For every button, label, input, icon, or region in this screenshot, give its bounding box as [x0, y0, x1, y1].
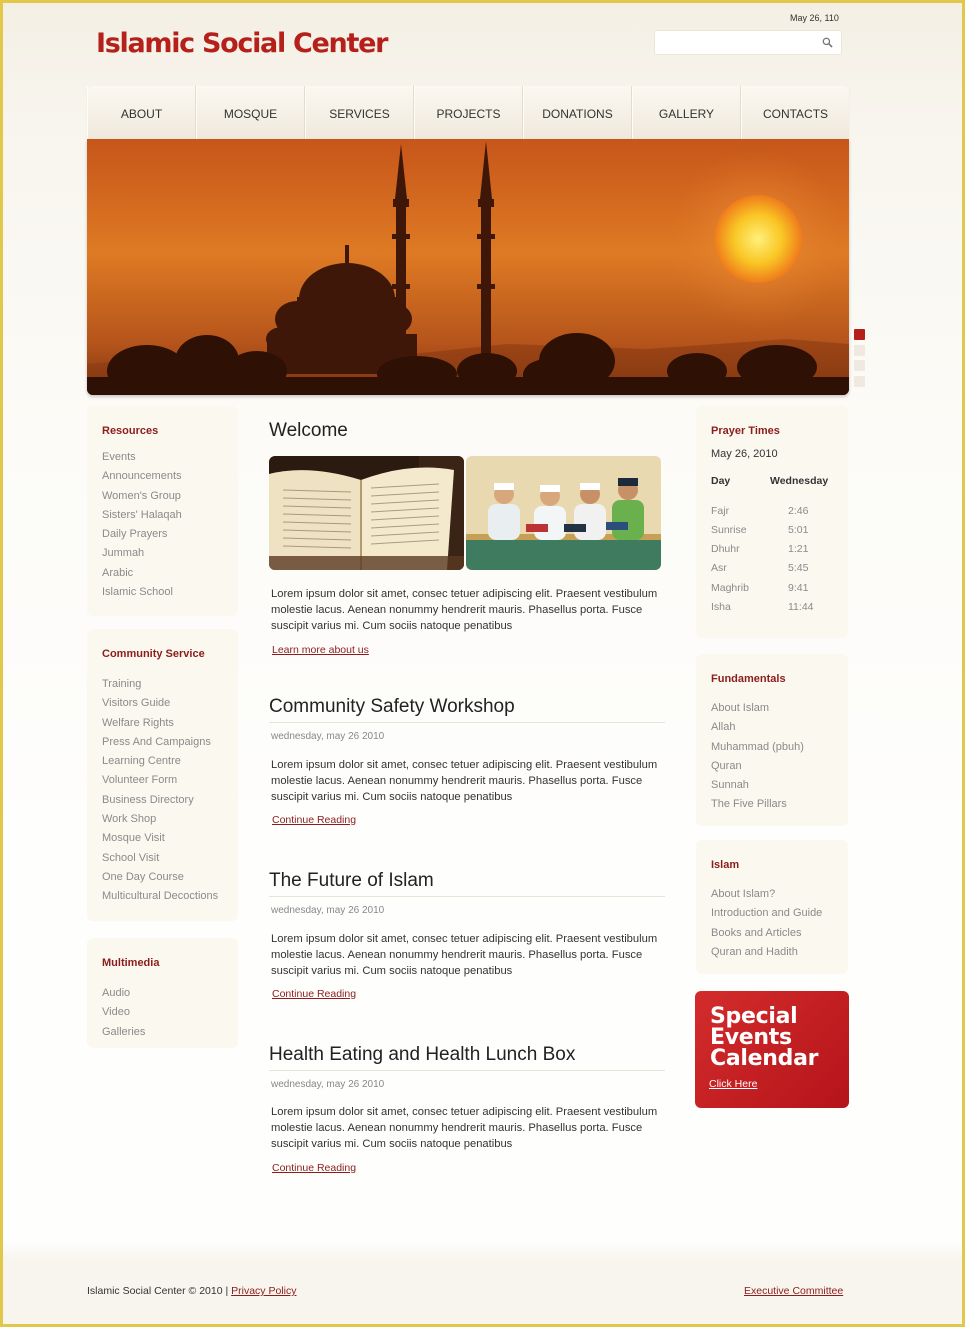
community-title: Community Service — [102, 648, 205, 660]
prayer-name: Asr — [711, 562, 727, 574]
prayer-name: Sunrise — [711, 524, 747, 536]
post-date: wednesday, may 26 2010 — [271, 905, 385, 916]
continue-reading-link[interactable]: Continue Reading — [272, 1162, 357, 1174]
community-link[interactable]: Mosque Visit — [102, 832, 165, 845]
islam-list — [711, 885, 822, 962]
fundamentals-title: Fundamentals — [711, 673, 786, 685]
community-link[interactable]: Welfare Rights — [102, 716, 174, 729]
special-events-banner[interactable] — [695, 991, 849, 1108]
resources-link[interactable]: Jummah — [102, 547, 145, 560]
community-list — [102, 675, 218, 907]
nav-mosque[interactable]: MOSQUE — [196, 86, 305, 140]
header-date: May 26, 110 — [790, 13, 839, 23]
prayer-time: 9:41 — [788, 582, 809, 594]
resources-link[interactable]: Women's Group — [102, 489, 181, 502]
nav-projects[interactable]: PROJECTS — [414, 86, 523, 140]
community-link[interactable]: Volunteer Form — [102, 774, 178, 787]
multimedia-link[interactable]: Video — [102, 1006, 130, 1019]
community-link[interactable]: Business Directory — [102, 793, 194, 806]
executive-committee-link[interactable]: Executive Committee — [744, 1285, 844, 1297]
prayer-time: 2:46 — [788, 505, 809, 517]
prayer-time: 5:01 — [788, 524, 809, 536]
community-link[interactable]: School Visit — [102, 851, 160, 864]
fundamentals-link[interactable]: The Five Pillars — [711, 798, 787, 811]
fundamentals-link[interactable]: Quran — [711, 759, 742, 772]
mosque-sunset-image — [87, 139, 849, 395]
prayer-times-title: Prayer Times — [711, 425, 780, 437]
post-date: wednesday, may 26 2010 — [271, 731, 385, 742]
nav-gallery[interactable]: GALLERY — [632, 86, 741, 140]
quran-image — [269, 456, 464, 570]
community-link[interactable]: Training — [102, 678, 142, 690]
community-link[interactable]: Work Shop — [102, 813, 157, 826]
footer-copyright: Islamic Social Center © 2010 | Privacy Policy — [87, 1285, 297, 1297]
continue-reading-link[interactable]: Continue Reading — [272, 988, 357, 1000]
resources-link[interactable]: Announcements — [102, 470, 182, 483]
islam-title: Islam — [711, 859, 740, 871]
welcome-text: Lorem ipsum dolor sit amet, consec tetuer adipiscing elit. Praesent vestibulum molestie lacus. Aenean nonummy hendrerit mauris. Phasellus porta. Fusce suscipit varius mi. Cum sociis natoque penatibus — [271, 588, 658, 632]
post-divider — [269, 1070, 665, 1071]
community-link[interactable]: Learning Centre — [102, 755, 181, 768]
resources-link[interactable]: Islamic School — [102, 586, 173, 599]
fundamentals-link[interactable]: Muhammad (pbuh) — [711, 740, 804, 753]
prayer-time: 5:45 — [788, 562, 809, 574]
prayer-name: Maghrib — [711, 582, 749, 594]
post-divider — [269, 722, 665, 723]
resources-link[interactable]: Daily Prayers — [102, 528, 168, 541]
slider-dot-1[interactable] — [854, 329, 865, 340]
multimedia-list — [102, 984, 145, 1042]
prayer-name: Dhuhr — [711, 543, 740, 555]
islam-link[interactable]: Books and Articles — [711, 926, 802, 939]
main-nav — [87, 86, 849, 140]
prayer-col-day: Day — [711, 475, 731, 487]
prayer-col-weekday: Wednesday — [770, 475, 829, 487]
hero-banner — [87, 139, 849, 395]
prayer-time: 11:44 — [788, 601, 814, 613]
community-link[interactable]: Multicultural Decoctions — [102, 890, 219, 903]
post-title[interactable]: The Future of Islam — [269, 870, 434, 891]
special-events-link[interactable]: Click Here — [709, 1078, 758, 1090]
resources-link[interactable]: Events — [102, 451, 136, 463]
islam-link[interactable]: Quran and Hadith — [711, 945, 798, 958]
slider-dot-2[interactable] — [854, 345, 865, 356]
resources-title: Resources — [102, 425, 159, 437]
slider-dot-4[interactable] — [854, 376, 865, 387]
post-text: Lorem ipsum dolor sit amet, consec tetuer adipiscing elit. Praesent vestibulum molestie lacus. Aenean nonummy hendrerit mauris. Phasellus porta. Fusce suscipit varius mi. Cum sociis natoque penatibus — [271, 933, 658, 977]
multimedia-link[interactable]: Galleries — [102, 1025, 146, 1038]
search-box[interactable] — [654, 30, 842, 55]
privacy-policy-link[interactable]: Privacy Policy — [231, 1285, 297, 1297]
fundamentals-link[interactable]: Allah — [711, 721, 736, 734]
nav-contacts[interactable]: CONTACTS — [741, 86, 849, 140]
continue-reading-link[interactable]: Continue Reading — [272, 814, 357, 826]
post-divider — [269, 896, 665, 897]
fundamentals-link[interactable]: Sunnah — [711, 779, 749, 792]
slider-dot-3[interactable] — [854, 360, 865, 371]
islam-link[interactable]: Introduction and Guide — [711, 907, 823, 920]
post-title[interactable]: Health Eating and Health Lunch Box — [269, 1044, 576, 1065]
site-logo[interactable]: Islamic Social Center — [96, 28, 388, 59]
community-link[interactable]: Visitors Guide — [102, 697, 171, 710]
community-link[interactable]: One Day Course — [102, 870, 184, 883]
search-icon[interactable] — [822, 37, 833, 48]
prayer-name: Fajr — [711, 505, 730, 517]
prayer-time: 1:21 — [788, 543, 809, 555]
welcome-title: Welcome — [269, 420, 348, 441]
nav-services[interactable]: SERVICES — [305, 86, 414, 140]
fundamentals-link[interactable]: About Islam — [711, 702, 770, 714]
fundamentals-list — [711, 699, 804, 815]
special-events-title: Special Events Calendar — [710, 1004, 819, 1071]
resources-link[interactable]: Sisters' Halaqah — [102, 508, 182, 521]
resources-link[interactable]: Arabic — [102, 566, 134, 579]
community-link[interactable]: Press And Campaigns — [102, 735, 211, 748]
islam-link[interactable]: About Islam? — [711, 888, 776, 900]
post-title[interactable]: Community Safety Workshop — [269, 696, 515, 717]
nav-about[interactable]: ABOUT — [87, 86, 196, 140]
nav-donations[interactable]: DONATIONS — [523, 86, 632, 140]
post-date: wednesday, may 26 2010 — [271, 1079, 385, 1090]
resources-list — [102, 448, 182, 602]
post-text: Lorem ipsum dolor sit amet, consec tetuer adipiscing elit. Praesent vestibulum molestie lacus. Aenean nonummy hendrerit mauris. Phasellus porta. Fusce suscipit varius mi. Cum sociis natoque penatibus — [271, 1106, 658, 1150]
prayer-name: Isha — [711, 601, 731, 613]
search-input[interactable] — [655, 31, 815, 54]
learn-more-link[interactable]: Learn more about us — [272, 644, 369, 656]
multimedia-title: Multimedia — [102, 957, 160, 969]
multimedia-link[interactable]: Audio — [102, 987, 131, 999]
children-reading-image — [466, 456, 661, 570]
prayer-date: May 26, 2010 — [711, 448, 778, 460]
post-text: Lorem ipsum dolor sit amet, consec tetuer adipiscing elit. Praesent vestibulum molestie lacus. Aenean nonummy hendrerit mauris. Phasellus porta. Fusce suscipit varius mi. Cum sociis natoque penatibus — [271, 759, 658, 803]
